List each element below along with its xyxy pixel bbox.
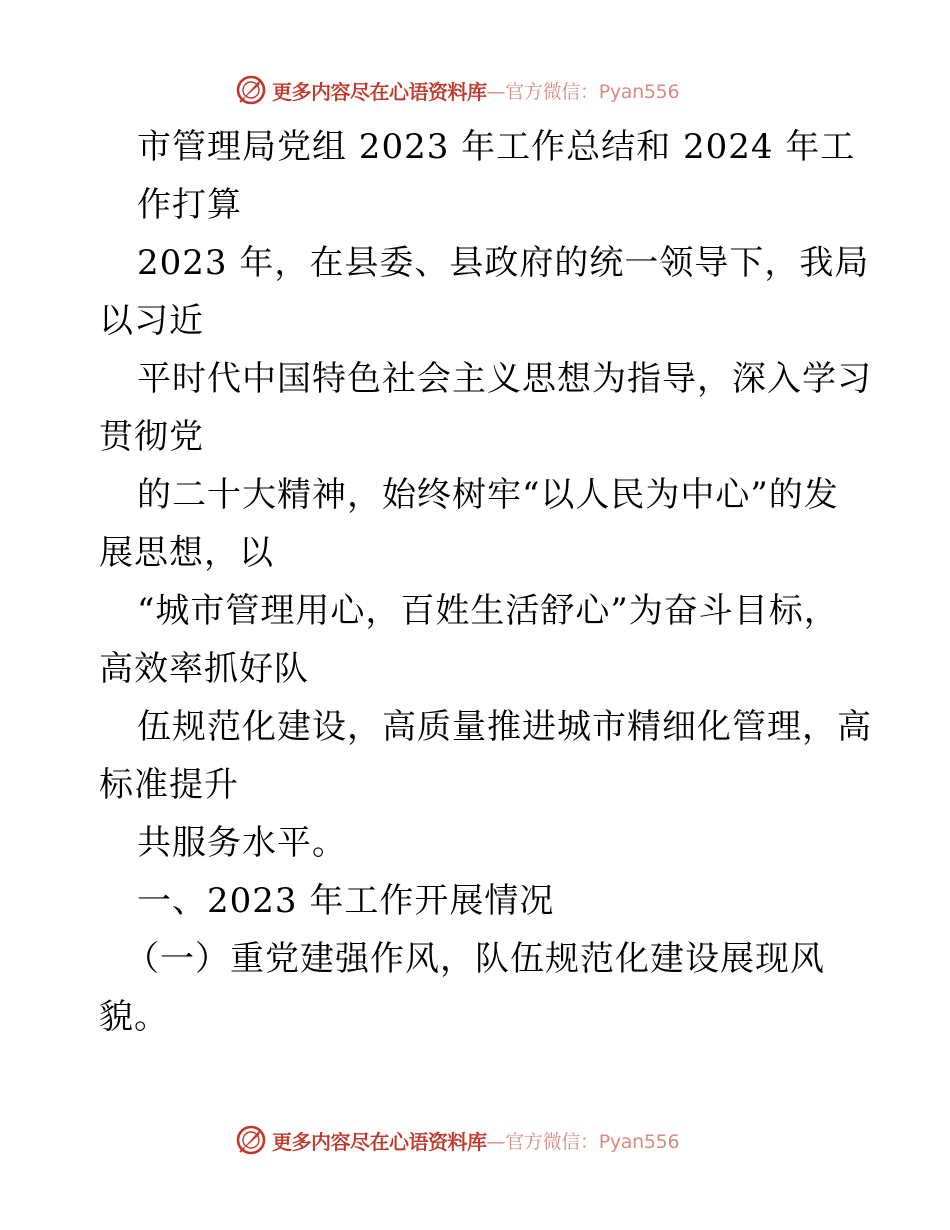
doc-text-line: 标准提升 (99, 765, 239, 805)
doc-text-line: 貌。 (99, 997, 169, 1037)
doc-text-line: 高效率抓好队 (99, 649, 309, 689)
banner-contact-text: —官方微信：Pyan556 (486, 1130, 680, 1153)
banner-main-text: 更多内容尽在心语资料库 (272, 1129, 487, 1154)
doc-text-line: 以习近 (99, 301, 204, 341)
quill-pen-logo-icon (235, 74, 267, 106)
doc-text-line: 伍规范化建设，高质量推进城市精细化管理，高 (137, 707, 872, 747)
footer-watermark-banner (235, 1123, 679, 1157)
doc-text-line: 共服务水平。 (137, 823, 347, 863)
doc-text-line: 贯彻党 (99, 417, 204, 457)
header-watermark-banner (235, 73, 679, 107)
subsection-heading: （一）重党建强作风，队伍规范化建设展现风 (125, 939, 825, 979)
doc-title-line-1: 市管理局党组 2023 年工作总结和 2024 年工 (137, 127, 856, 167)
doc-text-line: 的二十大精神，始终树牢“以人民为中心”的发 (137, 475, 839, 515)
doc-text-line: “城市管理用心，百姓生活舒心”为奋斗目标， (137, 591, 839, 631)
doc-text-line: 2023 年，在县委、县政府的统一领导下，我局 (137, 243, 870, 283)
doc-title-line-2: 作打算 (137, 185, 242, 225)
banner-contact-text: —官方微信：Pyan556 (486, 80, 680, 103)
quill-pen-logo-icon (235, 1124, 267, 1156)
doc-text-line: 平时代中国特色社会主义思想为指导，深入学习 (137, 359, 872, 399)
doc-text-line: 展思想，以 (99, 533, 274, 573)
section-heading: 一、2023 年工作开展情况 (137, 881, 555, 921)
banner-main-text: 更多内容尽在心语资料库 (272, 79, 487, 104)
